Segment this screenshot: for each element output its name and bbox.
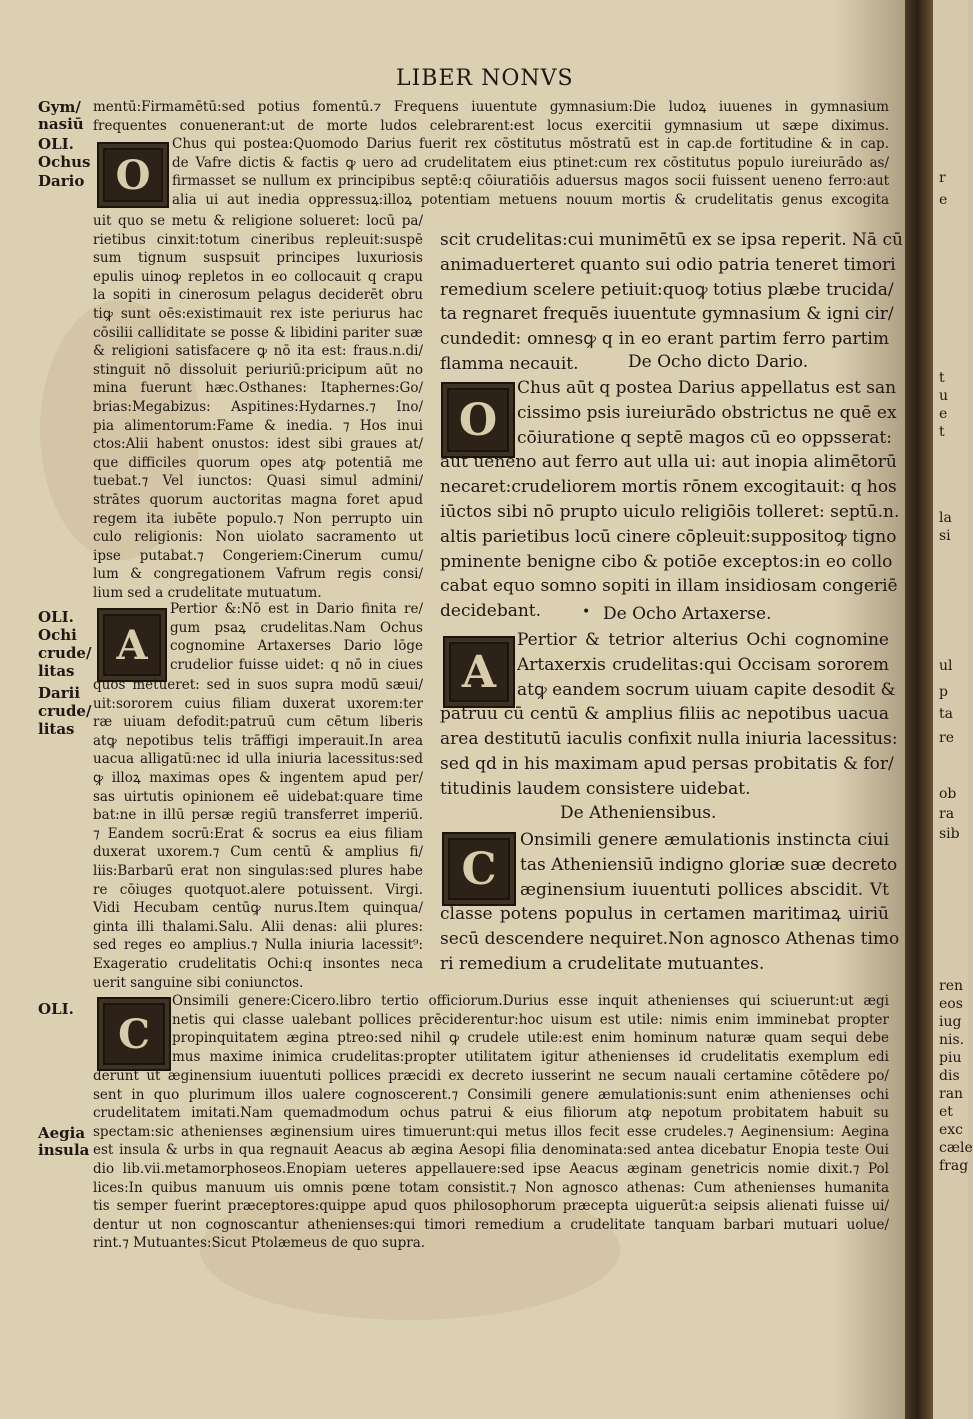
next-page-text: la: [939, 510, 952, 526]
next-page-text: ob: [939, 786, 957, 802]
commentary-line: rietibus cinxit:totum cineribus repleuit:suspē: [93, 231, 423, 248]
commentary-line: cōsilii calliditate se posse & libidini pariter suæ: [93, 324, 423, 341]
commentary-line: brias:Megabizus: Aspitines:Hydarnes.⁊ Ino/: [93, 399, 423, 415]
commentary-line: ginta illi thalami.Salu. Alii denas: alii plures:: [93, 918, 423, 935]
margin-note: OLI.: [38, 608, 74, 626]
commentary-line: netis qui classe ualebant pollices prēciderentur:hoc uisum est utile: nimis enim imminebat propter: [172, 1011, 889, 1028]
commentary-line: culo religionis: Non uiolato sacramento ut: [93, 529, 423, 546]
margin-note: OLI.: [38, 1000, 74, 1018]
commentary-line: gum psaꝝ crudelitas.Nam Ochus: [170, 619, 423, 636]
commentary-line: mentū:Firmamētū:sed potius fomentū.⁊ Frequens iuuentute gymnasium:Die ludoꝝ iuuenes in gymnasium: [93, 99, 889, 115]
commentary-line: re cōiuges quotquot.alere potuissent. Virgi.: [93, 881, 423, 898]
main-text-line: decidebant.: [440, 601, 542, 622]
next-page-text: ta: [939, 706, 953, 722]
commentary-line: mus maxime inimica crudelitas:propter utilitatem igitur athenienses id crudelitatis exemplum edi: [172, 1048, 889, 1065]
main-text-line: remedium scelere petiuit:quoꝙ totius plæbe trucida/: [440, 279, 894, 300]
commentary-line: spectam:sic athenienses æginensium uires timuerunt:qui metus illos fecit esse crudeles.⁊ Aeginensium: Aegina: [93, 1123, 889, 1140]
commentary-line: Chus qui postea:Quomodo Darius fuerit rex cōstitutus mōstratū est in cap.de fortitudine & in cap.: [172, 136, 889, 153]
next-page-text: frag: [939, 1158, 969, 1174]
commentary-line: strātes quorum auctoritas magna foret apud: [93, 492, 423, 508]
margin-note: Ochus: [38, 153, 91, 171]
commentary-line: duxerat uxorem.⁊ Cum centū & amplius fi/: [93, 844, 423, 861]
commentary-line: propinquitatem ægina ptreo:sed nihil ꝙ crudele utile:est enim hominum naturæ quam sequi debe: [172, 1030, 889, 1047]
book-gutter: [905, 0, 933, 1419]
commentary-line: ⁊ Eandem socrū:Erat & socrus ea eius filiam: [93, 825, 423, 842]
commentary-line: crudelior fuisse uidet: q nō in ciues: [170, 656, 423, 673]
next-page-text: piu: [939, 1050, 962, 1066]
commentary-line: dentur ut non cognoscantur athenienses:qui timori remedium a crudelitate tanquam barbari mutuari uolue/: [93, 1216, 889, 1233]
commentary-line: ꝙ illoꝝ maximas opes & ingentem apud per/: [93, 770, 423, 786]
next-page-text: eos: [939, 996, 963, 1012]
margin-note: crude/: [38, 644, 92, 662]
main-text-line: æginensium iuuentuti pollices abscidit. Vt: [520, 879, 889, 900]
main-text-line: altis parietibus locū cinere cōpleuit:suppositoꝙ tigno: [440, 526, 897, 547]
commentary-line: sent in quo plurimum illos ualere cognoscerent.⁊ Consimili genere æmulationis:sunt enim athenienses ochi: [93, 1086, 889, 1103]
main-text-line: flamma necauit.: [440, 354, 579, 374]
commentary-line: sas uirtutis opinionem eē uidebat:quare time: [93, 788, 423, 805]
main-text-line: cōiuratione q septē magos cū eo oppsserat:: [517, 427, 892, 448]
main-text-line: aut ueneno aut ferro aut ulla ui: aut inopia alimētorū: [440, 452, 897, 473]
main-text-line: Pertior & tetrior alterius Ochi cognomine: [517, 630, 889, 650]
next-page-text: t: [939, 370, 945, 386]
commentary-line: Pertior &:Nō est in Dario finita re/: [170, 601, 423, 617]
commentary-line: quos metueret: sed in suos supra modū sæui/: [93, 677, 423, 693]
commentary-line: sed reges eo amplius.⁊ Nulla iniuria lacessit⁹:: [93, 937, 423, 954]
margin-note: Ochi: [38, 626, 77, 644]
commentary-line: cognomine Artaxerses Dario lōge: [170, 638, 423, 655]
next-page-text: sib: [939, 826, 960, 842]
decorated-initial-c: C: [97, 997, 171, 1071]
paragraph-mark: •: [582, 604, 591, 620]
margin-note: Dario: [38, 172, 85, 190]
commentary-line: crudelitatem imitati.Nam quemadmodum ochus patrui & eius filiorum atꝙ nepotum probitatem habuit su: [93, 1105, 889, 1122]
commentary-line: ctos:Alii habent onustos: idest sibi graues at/: [93, 436, 423, 453]
commentary-line: epulis uinoꝙ repletos in eo collocauit q crapu: [93, 268, 423, 285]
commentary-line: lium sed a crudelitate mutuatum.: [93, 585, 322, 601]
commentary-line: atꝙ nepotibus telis trāffigi imperauit.In area: [93, 732, 423, 749]
heading-ocho-artaxerse: De Ocho Artaxerse.: [603, 604, 772, 624]
commentary-line: liis:Barbarū erat non singulas:sed plures habe: [93, 863, 423, 879]
commentary-line: est insula & urbs in qua regnauit Aeacus ab ægina Aesopi filia denominata:sed antea dicebatur Enopia teste Oui: [93, 1142, 889, 1159]
commentary-line: que difficiles quorum opes atꝙ potentiā me: [93, 454, 423, 471]
margin-note: litas: [38, 662, 75, 680]
margin-note: OLI.: [38, 135, 74, 153]
commentary-line: & religioni satisfacere ꝙ nō ita est: fraus.n.di/: [93, 343, 423, 360]
commentary-line: Exageratio crudelitatis Ochi:q insontes neca: [93, 956, 423, 972]
next-page-text: exc: [939, 1122, 964, 1138]
margin-note: litas: [38, 720, 75, 738]
margin-note: Aegia: [38, 1124, 86, 1142]
commentary-line: uacua alligatū:nec id ulla iniuria lacessitus:sed: [93, 751, 423, 768]
main-text-line: cabat equo somno sopiti in illam insidiosam congeriē: [440, 576, 898, 597]
main-text-line: ri remedium a crudelitate mutuantes.: [440, 954, 765, 974]
main-text-line: tas Atheniensiū indigno gloriæ suæ decreto: [520, 854, 898, 875]
main-text-line: atꝙ eandem socrum uiuam capite desodit &: [517, 679, 896, 700]
margin-note: Darii: [38, 684, 81, 702]
heading-ocho-dario: De Ocho dicto Dario.: [628, 352, 809, 372]
next-page-text: t: [939, 424, 945, 440]
decorated-initial-c: C: [442, 832, 516, 906]
main-text-line: animaduerteret quanto sui odio patria teneret timori: [440, 254, 896, 275]
commentary-line: lum & congregationem Vafrum regis consi/: [93, 566, 423, 583]
commentary-line: firmasset se nullum ex principibus septē:q cōiuratiōis aduersus magos socii fuissent ueneno ferro:aut: [172, 173, 889, 190]
next-page-text: p: [939, 684, 948, 700]
main-text-line: Onsimili genere æmulationis instincta ciui: [520, 830, 889, 850]
commentary-line: bat:ne in illū persæ regiū transferret imperiū.: [93, 807, 423, 824]
main-text-line: necaret:crudeliorem mortis rōnem excogitauit: q hos: [440, 477, 897, 498]
commentary-line: pia alimentorum:Fame & inedia. ⁊ Hos inui: [93, 417, 423, 434]
heading-athenienses: De Atheniensibus.: [560, 803, 717, 823]
main-text-line: sed qd in his maximam apud persas probitatis & for/: [440, 754, 894, 774]
main-text-line: iūctos sibi nō prupto uiculo religiōis tolleret: septū.n.: [440, 502, 900, 522]
commentary-line: Vidi Hecubam centūꝙ nurus.Item quinqua/: [93, 900, 423, 917]
commentary-line: ipse putabat.⁊ Congeriem:Cinerum cumu/: [93, 547, 423, 564]
commentary-line: ræ uiuam defodit:patruū cum cētum liberis: [93, 714, 423, 731]
main-text-line: cundedit: omnesꝙ q in eo erant partim ferro partim: [440, 329, 889, 350]
main-text-line: classe potens populus in certamen maritimaꝝ uiriū: [440, 904, 889, 925]
main-text-line: patruū cū centū & amplius filiis ac nepotibus uacua: [440, 704, 889, 725]
decorated-initial-a: A: [97, 608, 167, 682]
next-page-text: iug: [939, 1014, 962, 1030]
next-page-text: r: [939, 170, 946, 186]
next-page-text: ul: [939, 658, 953, 674]
next-page-text: ren: [939, 978, 963, 994]
next-page-text: dis: [939, 1068, 960, 1084]
main-text-line: titudinis laudem consistere uidebat.: [440, 778, 751, 799]
commentary-line: Onsimili genere:Cicero.libro tertio officiorum.Durius esse inquit athenienses qui sciuerunt:ut ægi: [172, 993, 889, 1009]
decorated-initial-a: A: [443, 636, 515, 708]
decorated-initial-o: O: [441, 382, 515, 458]
decorated-initial-o: O: [97, 142, 169, 208]
next-page-text: e: [939, 406, 948, 422]
next-page-text: re: [939, 730, 954, 746]
commentary-line: alia ui aut inedia oppressuꝝ:illoꝝ potentiam metuens nouum mortis & crudelitatis genus excogita: [172, 192, 889, 208]
commentary-line: regem ita iubēte populo.⁊ Non perrupto uin: [93, 510, 423, 527]
margin-note: insula: [38, 1141, 90, 1159]
next-page-text: cæle: [939, 1140, 973, 1156]
main-text-line: Chus aūt q postea Darius appellatus est san: [517, 378, 897, 398]
margin-note: nasiū: [38, 115, 84, 133]
next-page-text: ra: [939, 806, 955, 822]
next-page-fragment: [933, 0, 973, 1419]
next-page-text: ran: [939, 1086, 964, 1102]
commentary-line: tuebat.⁊ Vel iunctos: Quasi simul admini/: [93, 473, 423, 490]
main-text-line: scit crudelitas:cui munimētū ex se ipsa reperit. Nā cū: [440, 230, 903, 250]
commentary-line: uerit sanguine sibi coniunctos.: [93, 974, 304, 991]
commentary-line: derunt ut æginensium iuuentuti pollices præcidi ex decreto iusserint ne secum nauali certamine cōtēdere po/: [93, 1068, 889, 1084]
commentary-line: sum tignum suspsuit principes luxuriosis: [93, 250, 423, 267]
margin-note: crude/: [38, 702, 92, 720]
commentary-line: dio lib.vii.metamorphoseos.Enopiam ueteres appellauere:sed ipse Aeacus æginam genetricis nomie dixit.⁊ Pol: [93, 1161, 889, 1177]
commentary-line: la sopiti in cinerosum pelagus deciderēt obru: [93, 287, 423, 304]
commentary-line: uit:sororem cuius filiam duxerat uxorem:ter: [93, 695, 423, 712]
commentary-line: lices:In quibus manuum uis omnis pœne totam consistit.⁊ Non agnosco athenas: Cum athenienses humanita: [93, 1179, 889, 1196]
main-text-line: ta regnaret frequēs iuuentute gymnasium & igni cir/: [440, 304, 894, 325]
main-text-line: area destitutū iaculis confixit nulla iniuria lacessitus:: [440, 729, 898, 750]
next-page-text: e: [939, 192, 948, 208]
commentary-line: tis semper fuerint præceptores:quippe apud quos philosophorum præcepta uiguerūt:a seipsis alienati fuisse ui/: [93, 1198, 889, 1215]
commentary-line: uit quo se metu & religione solueret: locū pa/: [93, 213, 423, 229]
commentary-line: de Vafre dictis & factis ꝙ uero ad crudelitatem eius ptinet:cum rex cōstitutus populo iureiurādo as/: [172, 154, 889, 171]
next-page-text: si: [939, 528, 951, 544]
main-text-line: Artaxerxis crudelitas:qui Occisam sororem: [517, 654, 889, 675]
commentary-line: mina fuerunt hæc.Osthanes: Itaphernes:Go/: [93, 380, 423, 397]
commentary-line: stinguit nō dissoluit periuriū:pricipum aūt no: [93, 361, 423, 378]
main-text-line: pminente benigne cibo & potiōe exceptos:in eo collo: [440, 551, 893, 572]
next-page-text: u: [939, 388, 949, 404]
margin-note: Gym/: [38, 98, 81, 116]
commentary-line: rint.⁊ Mutuantes:Sicut Ptolæmeus de quo supra.: [93, 1235, 426, 1252]
commentary-line: frequentes conuenerant:ut de morte ludos celebrarent:est locus exercitii gymnasium ut sæpe diximus.: [93, 117, 889, 134]
main-text-line: cissimo psis iureiurādo obstrictus ne quē ex: [517, 402, 897, 423]
next-page-text: et: [939, 1104, 953, 1120]
next-page-text: nis.: [939, 1032, 965, 1048]
main-text-line: secū descendere nequiret.Non agnosco Athenas timo: [440, 929, 900, 950]
commentary-line: tiꝙ sunt oēs:existimauit rex iste periurus hac: [93, 306, 423, 322]
